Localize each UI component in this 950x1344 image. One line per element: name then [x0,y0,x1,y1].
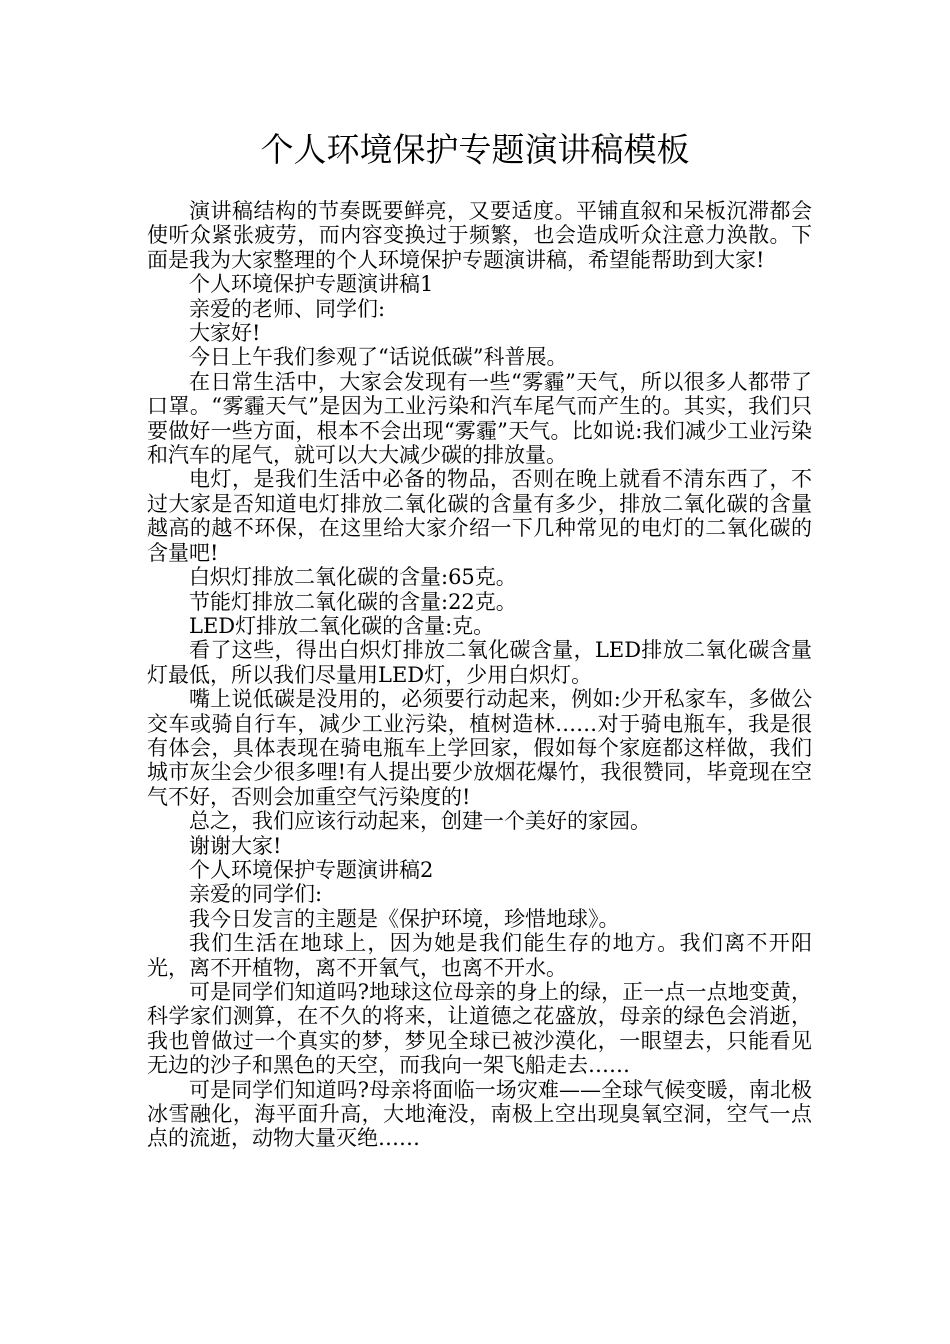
document-title: 个人环境保护专题演讲稿模板 [260,130,690,169]
section-heading: 个人环境保护专题演讲稿2 [189,857,434,882]
paragraph: 在日常生活中，大家会发现有一些“雾霾”天气，所以很多人都带了口罩。“雾霾天气”是因为工业污染和汽车尾气而产生的。其实，我们只要做好一些方面，根本不会出现“雾霾”天气。比如说:我们减少工业污染和汽车的尾气，就可以大大减少碳的排放量。 [147,369,812,468]
paragraph: 总之，我们应该行动起来，创建一个美好的家园。 [189,809,651,834]
paragraph: 我们生活在地球上，因为她是我们能生存的地方。我们离不开阳光，离不开植物，离不开氧气，也离不开水。 [147,931,812,980]
salutation: 亲爱的老师、同学们: [189,296,386,321]
paragraph: 我今日发言的主题是《保护环境，珍惜地球》。 [189,906,620,931]
closing: 谢谢大家! [189,833,282,858]
paragraph: 可是同学们知道吗?地球这位母亲的身上的绿，正一点一点地变黄，科学家们测算，在不久的将来，让道德之花盛放，母亲的绿色会消逝，我也曾做过一个真实的梦，梦见全球已被沙漠化，一眼望去，只能看见无边的沙子和黑色的天空，而我向一架飞船走去…… [147,980,812,1078]
greeting: 大家好! [189,321,261,346]
paragraph: 嘴上说低碳是没用的，必须要行动起来，例如:少开私家车，多做公交车或骑自行车，减少工业污染，植树造林……对于骑电瓶车，我是很有体会，具体表现在骑电瓶车上学回家，假如每个家庭都这样做，我们城市灰尘会少很多哩!有人提出要少放烟花爆竹，我很赞同，毕竟现在空气不好，否则会加重空气污染度的! [147,687,812,809]
paragraph: 电灯，是我们生活中必备的物品，否则在晚上就看不清东西了，不过大家是否知道电灯排放二氧化碳的含量有多少，排放二氧化碳的含量越高的越不环保，在这里给大家介绍一下几种常见的电灯的二氧化碳的含量吧! [147,467,812,565]
section-heading: 个人环境保护专题演讲稿1 [189,272,434,297]
paragraph: 看了这些，得出白炽灯排放二氧化碳含量，LED排放二氧化碳含量灯最低，所以我们尽量用LED灯，少用白炽灯。 [147,638,812,687]
paragraph: LED灯排放二氧化碳的含量:克。 [189,613,495,638]
paragraph: 节能灯排放二氧化碳的含量:22克。 [189,589,517,614]
paragraph: 演讲稿结构的节奏既要鲜亮，又要适度。平铺直叙和呆板沉滞都会使听众紧张疲劳，而内容变换过于频繁，也会造成听众注意力涣散。下面是我为大家整理的个人环境保护专题演讲稿，希望能帮助到大家! [147,199,812,272]
document-body [147,199,812,1151]
paragraph: 可是同学们知道吗?母亲将面临一场灾难——全球气候变暖，南北极冰雪融化，海平面升高，大地淹没，南极上空出现臭氧空洞，空气一点点的流逝，动物大量灭绝…… [147,1077,812,1151]
paragraph: 白炽灯排放二氧化碳的含量:65克。 [189,565,517,590]
salutation: 亲爱的同学们: [189,882,323,907]
paragraph: 今日上午我们参观了“话说低碳”科普展。 [189,345,568,370]
